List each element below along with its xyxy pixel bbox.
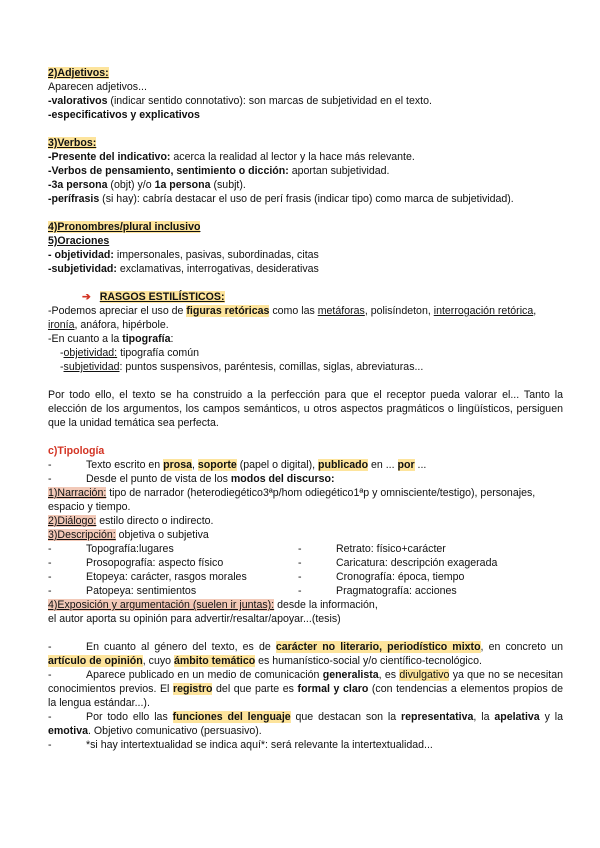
rasgos-figuras-cont: ironía, anáfora, hipérbole. [48, 319, 169, 331]
tipologia-heading: c)Tipología [48, 445, 105, 457]
verbos-persona: -3a persona (objt) y/o 1a persona (subjt). [48, 179, 246, 191]
genero-publicacion: - Aparece publicado en un medio de comunicación generalista, es divulgativo ya que no se necesitan conocimientos previos. El registro del que parte es formal y claro (con tendencias a elementos propios de la lengua estándar...). [48, 669, 563, 709]
verbos-presente: -Presente del indicativo: acerca la realidad al lector y la hace más relevante. [48, 151, 415, 163]
rasgos-heading: ➔ RASGOS ESTILÍSTICOS: [82, 291, 225, 303]
section-oraciones-heading: 5)Oraciones [48, 235, 110, 247]
tipologia-exposicion-cont: el autor aporta su opinión para advertir/resaltar/apoyar...(tesis) [48, 613, 341, 625]
genero-caracter: - En cuanto al género del texto, es de carácter no literario, periodístico mixto, en concreto un artículo de opinión, cuyo ámbito temático es humanístico-social y/o científico-tecnológico. [48, 641, 564, 667]
rasgos-tipo-subjetividad: -subjetividad: puntos suspensivos, paréntesis, comillas, siglas, abreviaturas... [60, 361, 424, 373]
rasgos-tipo-objetividad: -objetividad: tipografía común [60, 347, 199, 359]
arrow-icon: ➔ [82, 291, 91, 303]
desc-item: - Cronografía: época, tiempo [298, 571, 465, 583]
tipologia-descripcion: 3)Descripción: objetiva o subjetiva [48, 529, 209, 541]
adjetivos-intro: Aparecen adjetivos... [48, 81, 147, 93]
desc-item: - Caricatura: descripción exagerada [298, 557, 498, 569]
section-verbos-heading: 3)Verbos: [48, 137, 97, 149]
descripcion-grid [48, 542, 563, 598]
section-adjetivos-heading: 2)Adjetivos: [48, 67, 109, 79]
rasgos-tipografia: -En cuanto a la tipografía: [48, 333, 174, 345]
desc-item: - Prosopografía: aspecto físico [48, 557, 224, 569]
genero-funciones: - Por todo ello las funciones del lenguaje que destacan son la representativa, la apelativa y la emotiva. Objetivo comunicativo (persuasivo). [48, 711, 563, 737]
tipologia-dialogo: 2)Diálogo: estilo directo o indirecto. [48, 515, 214, 527]
desc-item: - Pragmatografía: acciones [298, 585, 457, 597]
tipologia-exposicion: 4)Exposición y argumentación (suelen ir juntas): desde la información, [48, 599, 378, 611]
adjetivos-especificativos: -especificativos y explicativos [48, 109, 200, 121]
tipologia-modos: - Desde el punto de vista de los modos del discurso: [48, 473, 335, 485]
desc-item: - Patopeya: sentimientos [48, 585, 197, 597]
verbos-pensamiento: -Verbos de pensamiento, sentimiento o dicción: aportan subjetividad. [48, 165, 390, 177]
rasgos-figuras: -Podemos apreciar el uso de figuras retóricas como las metáforas, polisíndeton, interrogación retórica, [48, 305, 537, 317]
genero-intertextualidad: - *si hay intertextualidad se indica aquí*: será relevante la intertextualidad... [48, 739, 433, 751]
oraciones-objetividad: - objetividad: impersonales, pasivas, subordinadas, citas [48, 249, 319, 261]
tipologia-narracion: 1)Narración: tipo de narrador (heterodiegético3ªp/hom odiegético1ªp y omnisciente/testigo), personajes, espacio y tiempo. [48, 487, 536, 513]
document-page [48, 66, 563, 752]
section-pronombres-heading: 4)Pronombres/plural inclusivo [48, 221, 201, 233]
desc-item: - Retrato: físico+carácter [298, 543, 446, 555]
verbos-perifrasis: -perífrasis (si hay): cabría destacar el uso de perí frasis (indicar tipo) como marca de subjetividad). [48, 193, 514, 205]
oraciones-subjetividad: -subjetividad: exclamativas, interrogativas, desiderativas [48, 263, 319, 275]
desc-item: - Topografía:lugares [48, 543, 174, 555]
tipologia-prosa: - Texto escrito en prosa, soporte (papel o digital), publicado en ... por ... [48, 459, 427, 471]
desc-item: - Etopeya: carácter, rasgos morales [48, 571, 247, 583]
adjetivos-valorativos: -valorativos (indicar sentido connotativo): son marcas de subjetividad en el texto. [48, 95, 432, 107]
conclusion-paragraph: Por todo ello, el texto se ha construido a la perfección para que el receptor pueda valorar el... Tanto la elección de los argumentos, los campos semánticos, u otros aspectos pragmáticos o lingüísticos, persiguen que la unidad temática sea perfecta. [48, 389, 563, 429]
